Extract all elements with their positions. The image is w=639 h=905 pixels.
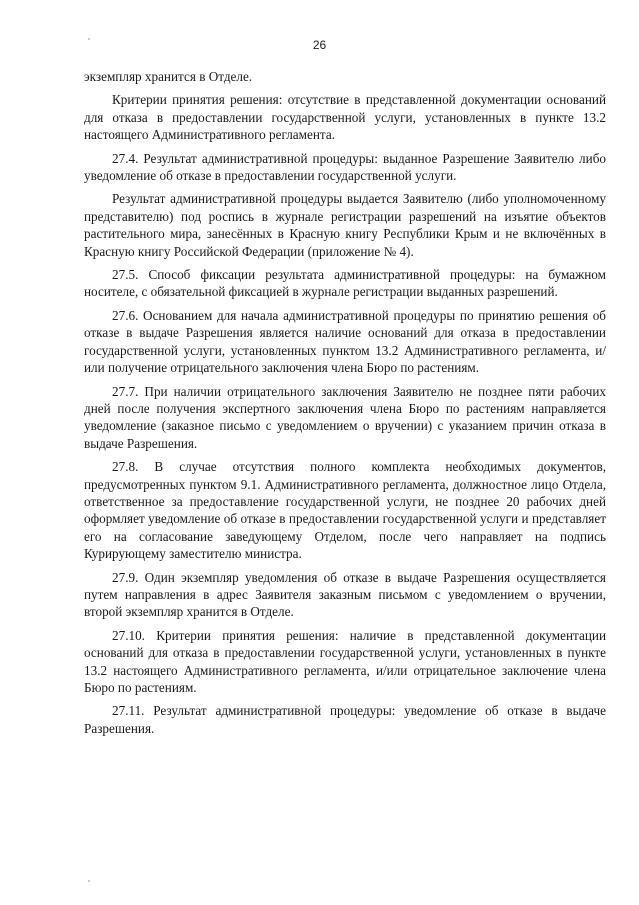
- paragraph-result-issuance: Результат административной процедуры выдается Заявителю (либо уполномоченному представителю) под роспись в журнале регистрации разрешений на изъятие объектов растительного мира, занесённых в Красную книгу Республики Крым и не включённых в Красную книгу Российской Федерации (приложение № 4).: [84, 191, 606, 259]
- paragraph-27-11: 27.11. Результат административной процедуры: уведомление об отказе в выдаче Разрешения.: [84, 703, 606, 736]
- paragraph-27-7: 27.7. При наличии отрицательного заключения Заявителю не позднее пяти рабочих дней после получения экспертного заключения члена Бюро по растениям направляется уведомление (заказное письмо с уведомлением о вручении) с указанием причин отказа в выдаче Разрешения.: [84, 383, 606, 451]
- paragraph-27-8: 27.8. В случае отсутствия полного комплекта необходимых документов, предусмотренных пунктом 9.1. Административного регламента, должностное лицо Отдела, ответственное за предоставление государственной услуги, не позднее 20 рабочих дней оформляет уведомление об отказе в предоставлении государственной услуги и представляет его на согласование заведующему Отделом, после чего направляет на подпись Курирующему заместителю министра.: [84, 459, 606, 562]
- paragraph-decision-criteria: Критерии принятия решения: отсутствие в представленной документации оснований для отказа в предоставлении государственной услуги, установленных в пункте 13.2 настоящего Административного регламента.: [84, 92, 606, 143]
- page-number: 26: [312, 38, 327, 52]
- scan-speck: [88, 880, 90, 882]
- paragraph-continuation: экземпляр хранится в Отделе.: [84, 69, 253, 84]
- scan-speck: [88, 38, 90, 40]
- paragraph-27-10: 27.10. Критерии принятия решения: наличие в представленной документации оснований для отказа в предоставлении государственной услуги, установленных в пункте 13.2 настоящего Административного регламента, и/или отрицательное заключение члена Бюро по растениям.: [84, 627, 606, 695]
- paragraph-27-5: 27.5. Способ фиксации результата административной процедуры: на бумажном носителе, с обязательной фиксацией в журнале регистрации выданных разрешений.: [84, 267, 606, 300]
- paragraph-27-4: 27.4. Результат административной процедуры: выданное Разрешение Заявителю либо уведомление об отказе в предоставлении государственной услуги.: [84, 150, 606, 184]
- paragraph-27-6: 27.6. Основанием для начала административной процедуры по принятию решения об отказе в выдаче Разрешения является наличие оснований для отказа в предоставлении государственной услуги, установленных пунктом 13.2 Административного регламента, и/или получение отрицательного заключения члена Бюро по растениям.: [84, 307, 606, 376]
- paragraph-27-9: 27.9. Один экземпляр уведомления об отказе в выдаче Разрешения осуществляется путем направления в адрес Заявителя заказным письмом с уведомлением о вручении, второй экземпляр хранится в Отделе.: [84, 569, 606, 620]
- document-body: [84, 68, 606, 743]
